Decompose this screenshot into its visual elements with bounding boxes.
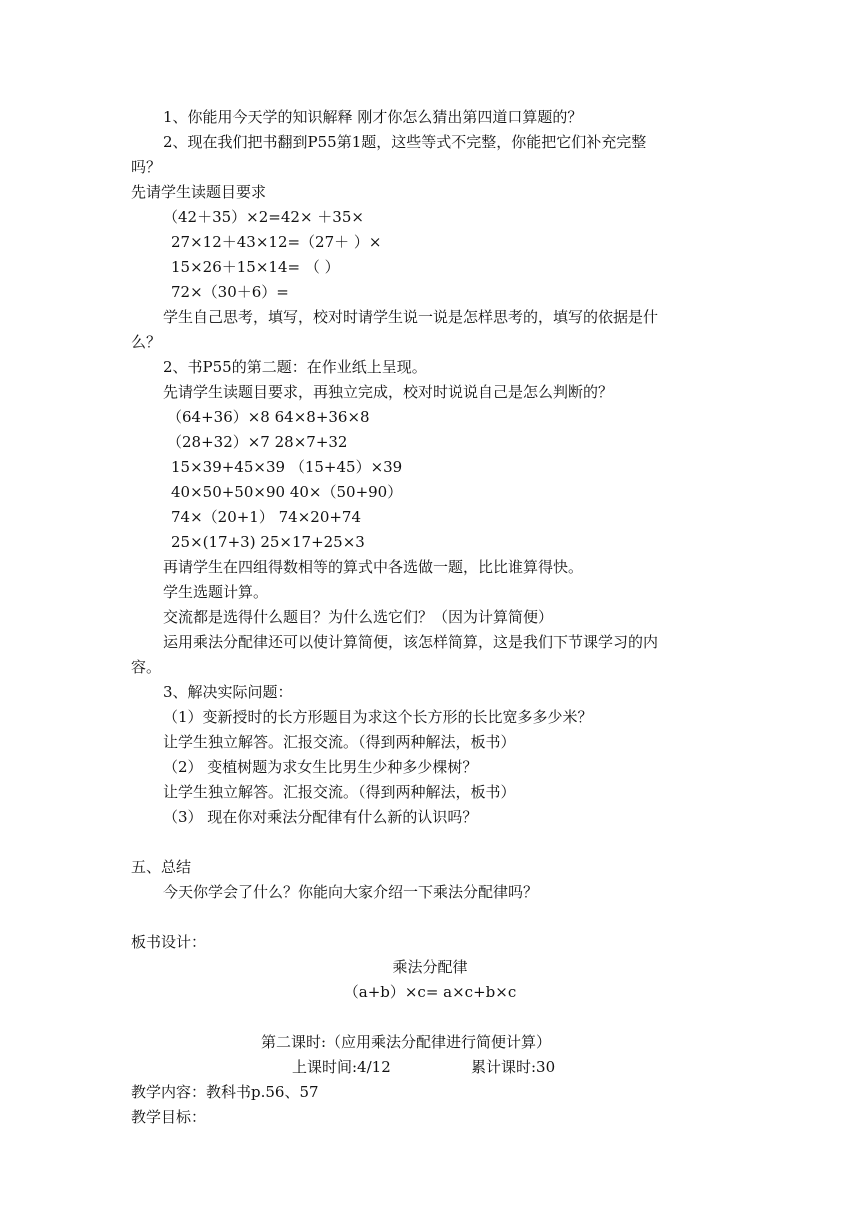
text-line: 运用乘法分配律还可以使计算简便，该怎样简算，这是我们下节课学习的内 [163,633,659,651]
class-time: 上课时间:4/12 [292,1058,391,1076]
section-heading: 五、总结 [131,858,192,876]
text-line: 让学生独立解答。汇报交流。（得到两种解法，板书） [163,733,516,751]
equation-line: 72×（30＋6）= [171,283,289,301]
section-heading: 板书设计： [131,933,207,951]
text-line: （1）变新授时的长方形题目为求这个长方形的长比宽多多少米？ [163,708,593,726]
text-line: （3） 现在你对乘法分配律有什么新的认识吗？ [163,808,478,826]
equation-line: 15×26＋15×14= （ ） [171,258,340,276]
equation-line: 74×（20+1） 74×20+74 [171,508,362,526]
text-line: 1、你能用今天学的知识解释 刚才你怎么猜出第四道口算题的？ [163,108,583,126]
lesson-title: 第二课时:（应用乘法分配律进行简便计算） [261,1033,552,1051]
text-line: 学生选题计算。 [163,583,269,601]
text-line: 么？ [131,333,162,351]
equation-line: （42＋35）×2=42× ＋35× [163,208,364,226]
text-line: 2、现在我们把书翻到P55第1题，这些等式不完整，你能把它们补充完整 [163,133,647,151]
text-line: 吗？ [131,158,162,176]
text-line: 今天你学会了什么？你能向大家介绍一下乘法分配律吗？ [163,883,539,901]
total-hours: 累计课时:30 [471,1058,556,1076]
equation-line: 27×12＋43×12=（27＋ ）× [171,233,382,251]
text-line: 2、书P55的第二题：在作业纸上呈现。 [163,358,427,376]
text-line: （2） 变植树题为求女生比男生少种多少棵树？ [163,758,478,776]
equation-line: 15×39+45×39 （15+45）×39 [171,458,403,476]
text-line: 让学生独立解答。汇报交流。（得到两种解法，板书） [163,783,516,801]
equation-line: （64+36）×8 64×8+36×8 [167,408,370,426]
text-line: 先请学生读题目要求，再独立完成，校对时说说自己是怎么判断的？ [163,383,614,401]
text-line: 3、解决实际问题： [163,683,293,701]
equation-line: 25×(17+3) 25×17+25×3 [171,533,365,551]
board-formula: （a+b）×c= a×c+b×c [343,983,517,1001]
text-line: 交流都是选得什么题目？为什么选它们？（因为计算简便） [163,608,554,626]
equation-line: （28+32）×7 28×7+32 [167,433,348,451]
teaching-goals: 教学目标： [131,1108,207,1126]
text-line: 先请学生读题目要求 [131,183,267,201]
text-line: 容。 [131,658,162,676]
text-line: 再请学生在四组得数相等的算式中各选做一题，比比谁算得快。 [163,558,584,576]
equation-line: 40×50+50×90 40×（50+90） [171,483,403,501]
board-title: 乘法分配律 [392,958,468,976]
teaching-content: 教学内容：教科书p.56、57 [131,1083,319,1101]
text-line: 学生自己思考，填写，校对时请学生说一说是怎样思考的，填写的依据是什 [163,308,659,326]
